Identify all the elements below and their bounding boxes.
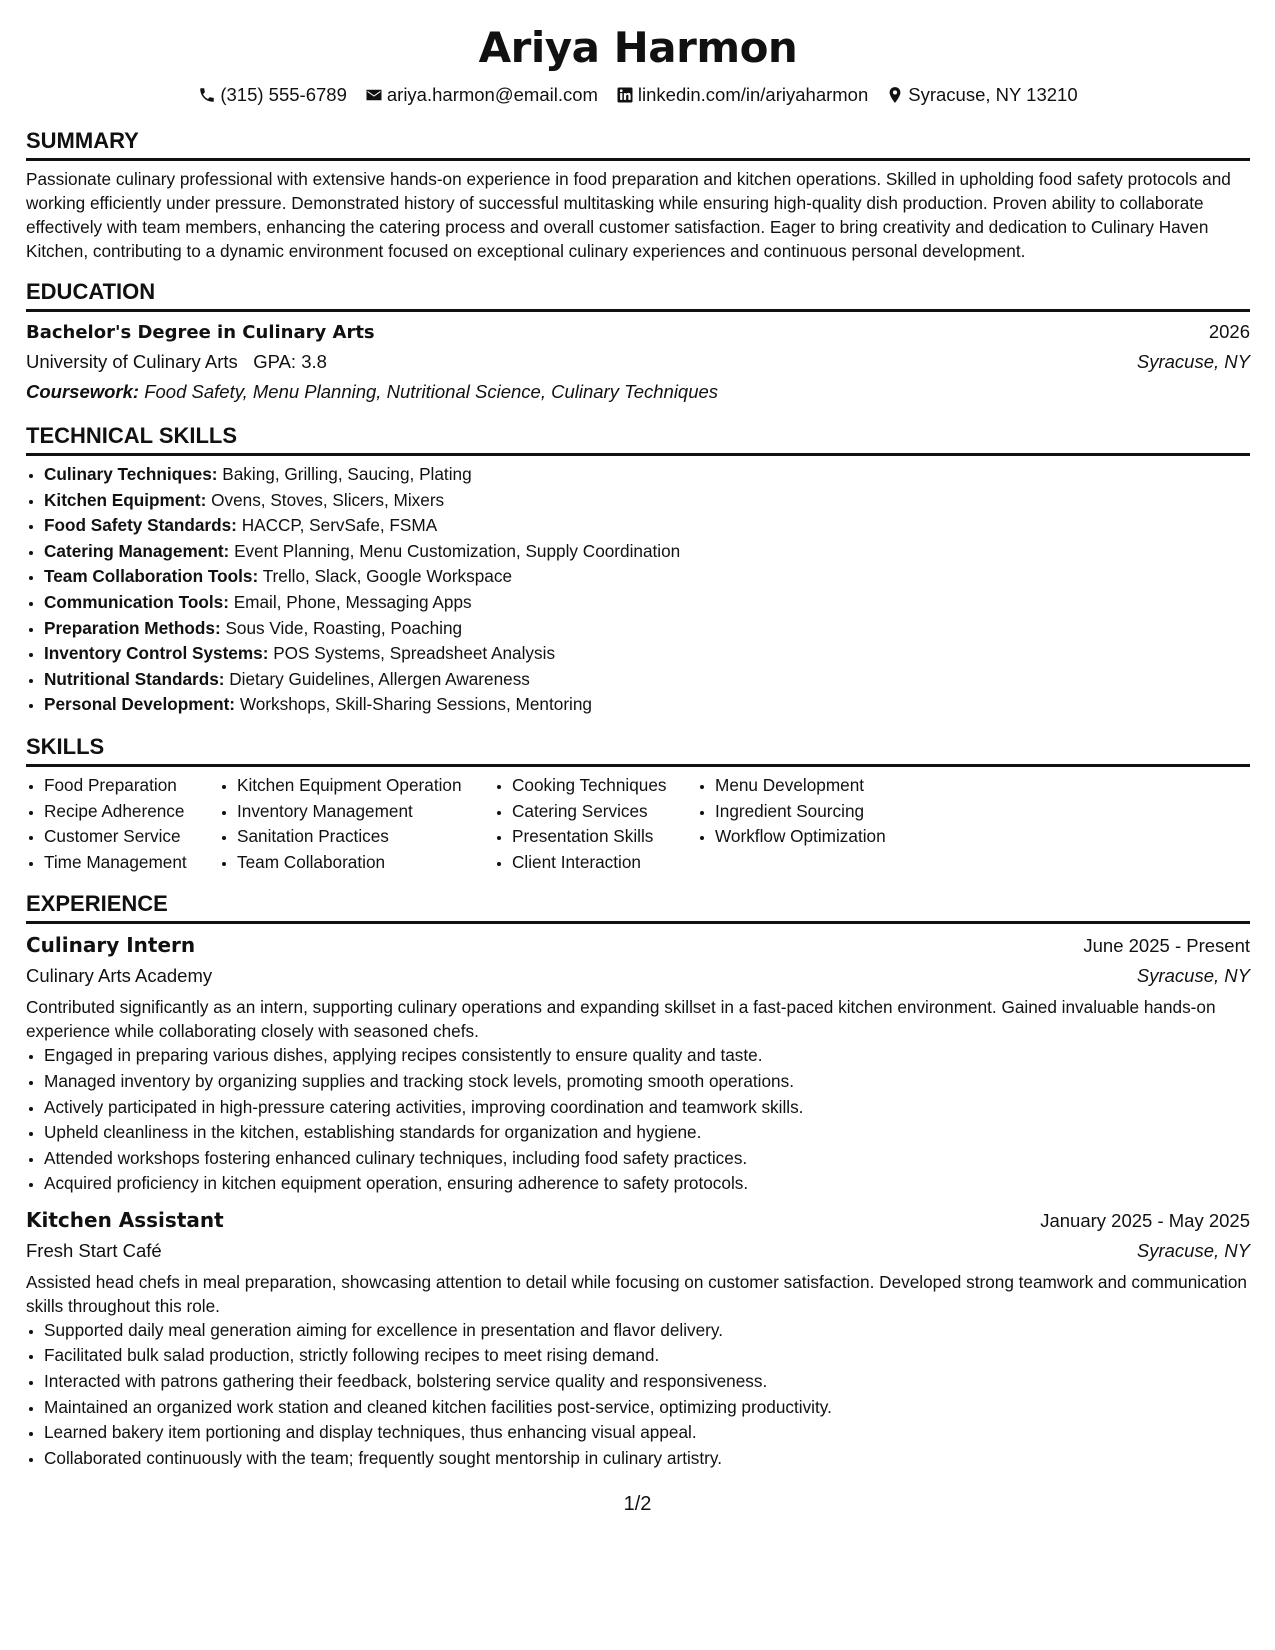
list-item xyxy=(44,564,1250,590)
skill-category: Personal Development: xyxy=(44,694,236,715)
phone-icon xyxy=(198,86,216,104)
list-item xyxy=(44,539,1250,565)
skill-values: Trello, Slack, Google Workspace xyxy=(262,566,513,587)
job-header xyxy=(26,1205,1250,1236)
list-item: • Client Interaction xyxy=(512,850,697,876)
job-summary: Contributed significantly as an intern, supporting culinary operations and expanding skillset in a fast-paced kitchen environment. Gained invaluable hands-on experience while collaborating closely with seasoned chefs. xyxy=(26,997,1216,1042)
school-info xyxy=(26,347,327,377)
experience-section xyxy=(26,889,1250,1471)
skill-values: Sous Vide, Roasting, Poaching xyxy=(225,617,463,638)
skill-values: Baking, Grilling, Saucing, Plating xyxy=(222,464,472,484)
job-summary: Assisted head chefs in meal preparation, showcasing attention to detail while focusing on customer satisfaction. Developed strong teamwork and communication skills throughout this role. xyxy=(26,1271,1247,1316)
list-item: • Time Management xyxy=(44,850,219,876)
skills-section xyxy=(26,732,1250,875)
school-row xyxy=(26,347,1250,377)
list-item: • Actively participated in high-pressure catering activities, improving coordination and teamwork skills. xyxy=(44,1095,1250,1121)
contact-linkedin[interactable] xyxy=(616,82,868,108)
list-item xyxy=(44,513,1250,539)
skills-grid xyxy=(26,773,1250,875)
location-text: Syracuse, NY 13210 xyxy=(908,84,1078,105)
job-subheader xyxy=(26,961,1250,991)
skills-column xyxy=(26,773,219,875)
section-heading: EDUCATION xyxy=(26,277,1250,312)
list-item: • Menu Development xyxy=(715,773,945,799)
skill-category: Inventory Control Systems: xyxy=(44,643,269,664)
coursework-label: Coursework: xyxy=(26,381,140,402)
envelope-icon xyxy=(365,86,383,104)
school-name: University of Culinary Arts xyxy=(26,351,238,372)
list-item: • Recipe Adherence xyxy=(44,799,219,825)
skill-values: Event Planning, Menu Customization, Supply Coordination xyxy=(234,540,681,561)
map-pin-icon xyxy=(886,86,904,104)
skill-category: Nutritional Standards: xyxy=(44,668,225,689)
gpa: GPA: 3.8 xyxy=(253,351,327,372)
list-item: • Maintained an organized work station and cleaned kitchen facilities post-service, optimizing productivity. xyxy=(44,1395,1250,1421)
resume-page xyxy=(26,20,1250,1471)
degree-year: 2026 xyxy=(1208,321,1250,342)
list-item: • Team Collaboration xyxy=(237,850,494,876)
list-item: • Collaborated continuously with the team; frequently sought mentorship in culinary artistry. xyxy=(44,1446,1250,1472)
job-dates: January 2025 - May 2025 xyxy=(1040,1209,1250,1231)
list-item xyxy=(44,667,1250,693)
technical-skills-list xyxy=(26,462,1250,718)
skill-values: HACCP, ServSafe, FSMA xyxy=(241,515,438,536)
technical-skills-section xyxy=(26,421,1250,718)
coursework xyxy=(26,377,1250,407)
skill-values: POS Systems, Spreadsheet Analysis xyxy=(273,643,556,664)
summary-section xyxy=(26,126,1250,263)
email-link[interactable]: ariya.harmon@email.com xyxy=(386,84,598,105)
section-heading: TECHNICAL SKILLS xyxy=(26,421,1250,456)
linkedin-link[interactable]: linkedin.com/in/ariyaharmon xyxy=(637,84,869,105)
list-item: • Supported daily meal generation aiming for excellence in presentation and flavor delivery. xyxy=(44,1318,1250,1344)
candidate-name: Ariya Harmon xyxy=(478,23,798,72)
section-heading: EXPERIENCE xyxy=(26,889,1250,924)
skill-category: Preparation Methods: xyxy=(44,617,221,638)
skill-category: Team Collaboration Tools: xyxy=(44,566,259,587)
list-item: • Upheld cleanliness in the kitchen, establishing standards for organization and hygiene. xyxy=(44,1120,1250,1146)
skill-category: Food Safety Standards: xyxy=(44,515,237,536)
linkedin-icon xyxy=(616,86,634,104)
list-item xyxy=(44,462,1250,488)
job-dates: June 2025 - Present xyxy=(1083,935,1250,957)
job-bullets xyxy=(26,1318,1250,1472)
list-item: • Cooking Techniques xyxy=(512,773,697,799)
contact-bar xyxy=(26,82,1250,108)
degree-title: Bachelor's Degree in Culinary Arts xyxy=(26,322,375,343)
list-item: • Engaged in preparing various dishes, applying recipes consistently to ensure quality and taste. xyxy=(44,1043,1250,1069)
list-item: • Presentation Skills xyxy=(512,824,697,850)
job-entry xyxy=(26,1205,1250,1472)
list-item xyxy=(44,616,1250,642)
job-entry xyxy=(26,930,1250,1197)
skills-column xyxy=(494,773,697,875)
list-item xyxy=(44,488,1250,514)
list-item: • Inventory Management xyxy=(237,799,494,825)
school-location: Syracuse, NY xyxy=(1136,351,1250,372)
job-subheader xyxy=(26,1236,1250,1266)
section-heading: SUMMARY xyxy=(26,126,1250,161)
list-item: • Managed inventory by organizing supplies and tracking stock levels, promoting smooth operations. xyxy=(44,1069,1250,1095)
page-number: 1/2 xyxy=(623,1493,652,1515)
section-heading: SKILLS xyxy=(26,732,1250,767)
job-location: Syracuse, NY xyxy=(1136,1239,1250,1261)
contact-location xyxy=(886,82,1077,108)
skill-category: Communication Tools: xyxy=(44,591,229,612)
list-item: • Learned bakery item portioning and display techniques, thus enhancing visual appeal. xyxy=(44,1420,1250,1446)
skills-column xyxy=(697,773,945,875)
list-item: • Workflow Optimization xyxy=(715,824,945,850)
list-item xyxy=(44,641,1250,667)
skill-values: Dietary Guidelines, Allergen Awareness xyxy=(229,668,530,689)
job-title: Culinary Intern xyxy=(26,933,196,958)
skill-category: Catering Management: xyxy=(44,540,230,561)
skill-category: Kitchen Equipment: xyxy=(44,489,207,510)
summary-text: Passionate culinary professional with extensive hands-on experience in food preparation and kitchen operations. Skilled in upholding food safety protocols and working efficiently under pressure. Demonstrated history of successful multitasking while ensuring high-quality dish production. Proven ability to collaborate effectively with team members, enhancing the catering process and overall customer satisfaction. Eager to bring creativity and dedication to Culinary Haven Kitchen, contributing to a dynamic environment focused on exceptional culinary experiences and continuous personal development. xyxy=(26,169,1231,261)
job-location: Syracuse, NY xyxy=(1136,965,1250,987)
contact-email[interactable] xyxy=(365,82,598,108)
job-header xyxy=(26,930,1250,961)
contact-phone xyxy=(198,82,347,108)
list-item xyxy=(44,692,1250,718)
list-item: • Sanitation Practices xyxy=(237,824,494,850)
company-name: Culinary Arts Academy xyxy=(26,965,213,987)
coursework-list: Food Safety, Menu Planning, Nutritional Science, Culinary Techniques xyxy=(144,381,719,402)
list-item xyxy=(44,590,1250,616)
skill-values: Ovens, Stoves, Slicers, Mixers xyxy=(211,489,445,510)
list-item: • Kitchen Equipment Operation xyxy=(237,773,494,799)
list-item: • Catering Services xyxy=(512,799,697,825)
skill-values: Workshops, Skill-Sharing Sessions, Mentoring xyxy=(239,694,592,715)
skill-values: Email, Phone, Messaging Apps xyxy=(233,591,472,612)
list-item: • Acquired proficiency in kitchen equipment operation, ensuring adherence to safety protocols. xyxy=(44,1171,1250,1197)
education-section xyxy=(26,277,1250,407)
list-item: • Ingredient Sourcing xyxy=(715,799,945,825)
phone-text: (315) 555-6789 xyxy=(220,84,347,105)
company-name: Fresh Start Café xyxy=(26,1239,162,1261)
skills-column xyxy=(219,773,494,875)
job-bullets xyxy=(26,1043,1250,1197)
skill-category: Culinary Techniques: xyxy=(44,464,218,484)
list-item: • Customer Service xyxy=(44,824,219,850)
education-row xyxy=(26,318,1250,347)
list-item: • Interacted with patrons gathering their feedback, bolstering service quality and responsiveness. xyxy=(44,1369,1250,1395)
list-item: • Food Preparation xyxy=(44,773,219,799)
job-title: Kitchen Assistant xyxy=(26,1207,224,1232)
list-item: • Facilitated bulk salad production, strictly following recipes to meet rising demand. xyxy=(44,1343,1250,1369)
list-item: • Attended workshops fostering enhanced culinary techniques, including food safety practices. xyxy=(44,1146,1250,1172)
